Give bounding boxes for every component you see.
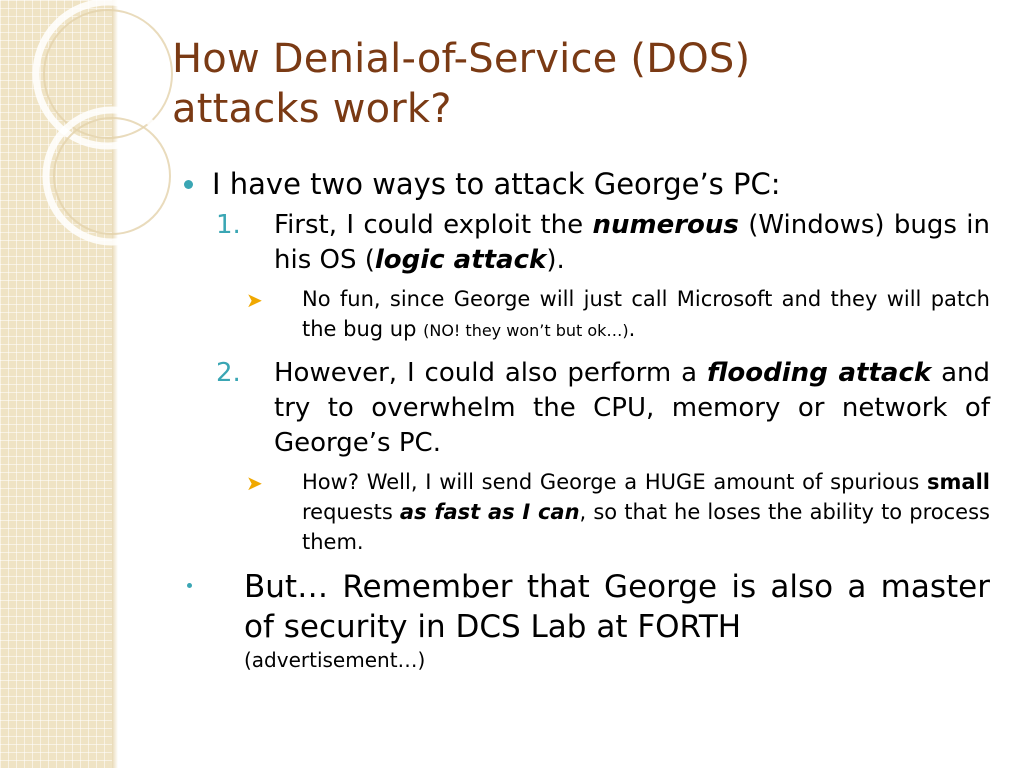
- slide-content: [182, 166, 990, 673]
- sub-bullet-2: [182, 467, 990, 557]
- bullet-but-remember: [182, 567, 990, 673]
- item-text: ).: [546, 245, 565, 275]
- item-text: and try to overwhelm the CPU, memory or network of George’s PC.: [274, 358, 990, 458]
- item-number: 2.: [216, 358, 241, 388]
- emphasis-as-fast: as fast as I can: [399, 500, 580, 524]
- sub-text: requests: [302, 500, 400, 524]
- bullet-aside: (advertisement…): [244, 648, 426, 672]
- bullet-dot-icon: [184, 180, 193, 189]
- title-line-2: attacks work?: [172, 86, 452, 132]
- item-text: (Windows) bugs in his OS (: [274, 210, 990, 275]
- emphasis-logic-attack: logic attack: [374, 245, 547, 275]
- emphasis-small: small: [927, 470, 990, 494]
- item-text: First, I could exploit the: [274, 210, 593, 240]
- decorative-circles: [0, 0, 200, 260]
- item-number: 1.: [216, 210, 241, 240]
- bullet-text: But… Remember that George is also a master of security in DCS Lab at FORTH: [244, 569, 990, 645]
- bullet-dot-icon: [187, 583, 192, 588]
- sub-text: .: [628, 317, 636, 341]
- bullet-two-ways: [182, 166, 990, 202]
- bullet-text: I have two ways to attack George’s PC:: [212, 167, 781, 201]
- numbered-item-2: [182, 356, 990, 461]
- sub-aside: (NO! they won’t but ok…): [423, 321, 629, 340]
- sub-text: How? Well, I will send George a HUGE amount of spurious: [302, 470, 928, 494]
- arrowhead-icon: ➤: [246, 471, 263, 495]
- numbered-item-1: [182, 208, 990, 278]
- emphasis-numerous: numerous: [592, 210, 739, 240]
- emphasis-flooding-attack: flooding attack: [706, 358, 932, 388]
- slide-title: [172, 34, 992, 134]
- sub-text: , so that he loses the ability to process them.: [302, 500, 990, 554]
- sub-text: No fun, since George will just call Microsoft and they will patch the bug up: [302, 287, 990, 341]
- title-line-1: How Denial-of-Service (DOS): [172, 36, 751, 82]
- sub-bullet-1: [182, 284, 990, 346]
- arrowhead-icon: ➤: [246, 288, 263, 312]
- item-text: However, I could also perform a: [274, 358, 707, 388]
